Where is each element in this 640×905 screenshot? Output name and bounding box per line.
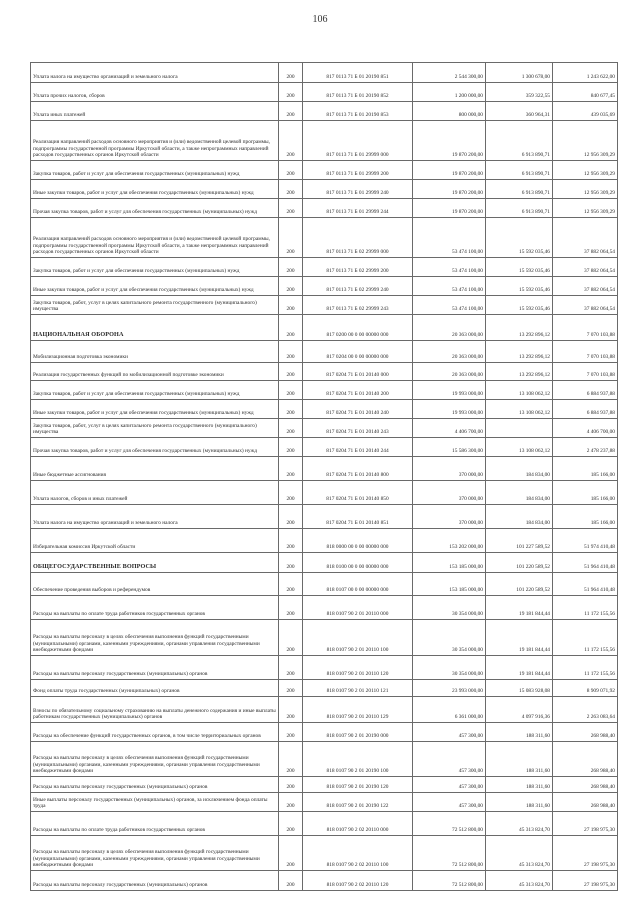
table-row — [31, 102, 618, 121]
row-code-cell: 200 — [279, 400, 303, 419]
row-executed-amount-cell: 19 181 844,44 — [486, 620, 553, 656]
row-unexecuted-amount-cell: 268 988,40 — [553, 742, 618, 777]
table-row — [31, 553, 618, 573]
row-classification-cell: 818 0107 00 0 00 00000 000 — [303, 573, 413, 596]
row-name-cell: Закупка товаров, работ и услуг для обеспечения государственных (муниципальных) нужд — [31, 381, 279, 400]
row-unexecuted-amount-cell: 185 166,00 — [553, 457, 618, 481]
row-approved-amount-cell: 53 474 100,00 — [413, 296, 486, 315]
row-code-cell: 200 — [279, 553, 303, 573]
row-classification-cell: 817 0113 71 Б 02 29999 243 — [303, 296, 413, 315]
row-approved-amount-cell: 19 993 000,00 — [413, 381, 486, 400]
row-name-cell: Расходы на выплаты по оплате труда работников государственных органов — [31, 812, 279, 836]
row-executed-amount-cell: 15 592 035,46 — [486, 296, 553, 315]
row-code-cell: 200 — [279, 180, 303, 199]
row-classification-cell: 817 0204 71 Б 01 20140 800 — [303, 457, 413, 481]
row-executed-amount-cell: 4 097 916,36 — [486, 697, 553, 723]
row-executed-amount-cell: 101 220 589,52 — [486, 573, 553, 596]
row-approved-amount-cell: 370 000,00 — [413, 457, 486, 481]
row-unexecuted-amount-cell: 4 406 700,00 — [553, 419, 618, 438]
row-executed-amount-cell: 188 311,60 — [486, 742, 553, 777]
row-name-cell: Иные закупки товаров, работ и услуг для обеспечения государственных (муниципальных) нужд — [31, 277, 279, 296]
row-unexecuted-amount-cell: 8 909 071,92 — [553, 680, 618, 697]
row-name-cell: Уплата прочих налогов, сборов — [31, 83, 279, 102]
row-code-cell: 200 — [279, 656, 303, 680]
row-approved-amount-cell: 153 202 000,00 — [413, 529, 486, 553]
row-name-cell: Закупка товаров, работ, услуг в целях капитального ремонта государственного (муниципального) имущества — [31, 296, 279, 315]
row-unexecuted-amount-cell: 439 035,69 — [553, 102, 618, 121]
table-row — [31, 218, 618, 258]
row-classification-cell: 817 0204 71 Б 01 20140 850 — [303, 481, 413, 505]
row-classification-cell: 818 0107 90 2 01 20110 100 — [303, 620, 413, 656]
row-code-cell: 200 — [279, 871, 303, 891]
row-classification-cell: 817 0200 00 0 00 00000 000 — [303, 315, 413, 341]
row-name-cell: Уплата налога на имущество организаций и земельного налога — [31, 63, 279, 83]
row-code-cell: 200 — [279, 481, 303, 505]
row-executed-amount-cell: 13 108 062,12 — [486, 400, 553, 419]
row-approved-amount-cell: 6 361 000,00 — [413, 697, 486, 723]
row-approved-amount-cell: 20 363 000,00 — [413, 315, 486, 341]
table-row — [31, 438, 618, 457]
table-row — [31, 121, 618, 161]
table-row — [31, 505, 618, 529]
row-approved-amount-cell: 20 363 000,00 — [413, 363, 486, 381]
row-code-cell: 200 — [279, 596, 303, 620]
row-name-cell: Закупка товаров, работ и услуг для обеспечения государственных (муниципальных) нужд — [31, 258, 279, 277]
row-unexecuted-amount-cell: 6 884 937,88 — [553, 381, 618, 400]
row-code-cell: 200 — [279, 121, 303, 161]
row-executed-amount-cell: 45 313 824,70 — [486, 836, 553, 871]
row-code-cell: 200 — [279, 63, 303, 83]
row-name-cell: Расходы на выплаты персоналу государственных (муниципальных) органов — [31, 871, 279, 891]
row-unexecuted-amount-cell: 2 263 083,64 — [553, 697, 618, 723]
table-row — [31, 723, 618, 742]
row-classification-cell: 817 0113 71 Б 02 29999 200 — [303, 258, 413, 277]
table-row — [31, 697, 618, 723]
row-classification-cell: 818 0107 90 2 01 20190 122 — [303, 793, 413, 812]
table-row — [31, 83, 618, 102]
row-executed-amount-cell: 184 834,00 — [486, 481, 553, 505]
table-row — [31, 529, 618, 553]
row-executed-amount-cell: 6 913 890,71 — [486, 161, 553, 180]
row-unexecuted-amount-cell: 7 070 103,88 — [553, 315, 618, 341]
row-classification-cell: 817 0113 71 Б 01 20190 851 — [303, 63, 413, 83]
budget-table-body — [31, 63, 618, 891]
row-approved-amount-cell: 457 300,00 — [413, 723, 486, 742]
row-classification-cell: 817 0113 71 Б 01 29999 244 — [303, 199, 413, 218]
row-approved-amount-cell: 30 354 000,00 — [413, 596, 486, 620]
row-classification-cell: 817 0113 71 Б 01 20190 853 — [303, 102, 413, 121]
row-executed-amount-cell: 13 292 896,12 — [486, 363, 553, 381]
row-unexecuted-amount-cell: 12 956 309,29 — [553, 161, 618, 180]
row-approved-amount-cell: 72 512 800,00 — [413, 836, 486, 871]
table-row — [31, 180, 618, 199]
row-name-cell: Избирательная комиссия Иркутской области — [31, 529, 279, 553]
row-code-cell: 200 — [279, 419, 303, 438]
row-unexecuted-amount-cell: 12 956 309,29 — [553, 121, 618, 161]
row-code-cell: 200 — [279, 836, 303, 871]
row-approved-amount-cell: 19 870 200,00 — [413, 161, 486, 180]
row-code-cell: 200 — [279, 742, 303, 777]
row-executed-amount-cell: 19 181 844,44 — [486, 656, 553, 680]
row-code-cell: 200 — [279, 438, 303, 457]
row-classification-cell: 818 0107 90 2 01 20190 000 — [303, 723, 413, 742]
table-row — [31, 620, 618, 656]
table-row — [31, 680, 618, 697]
row-unexecuted-amount-cell: 37 882 064,54 — [553, 277, 618, 296]
row-approved-amount-cell: 19 870 200,00 — [413, 180, 486, 199]
row-executed-amount-cell: 188 311,60 — [486, 777, 553, 793]
table-row — [31, 457, 618, 481]
row-code-cell: 200 — [279, 315, 303, 341]
row-code-cell: 200 — [279, 296, 303, 315]
row-name-cell: Реализация направлений расходов основного мероприятия и (или) ведомственной целевой программы, подпрограммы государственной программы Иркутской области, а также непрограммных направлений расходов государственных органов Иркутской области — [31, 121, 279, 161]
row-unexecuted-amount-cell: 11 172 155,56 — [553, 596, 618, 620]
row-classification-cell: 818 0100 00 0 00 00000 000 — [303, 553, 413, 573]
row-classification-cell: 817 0204 71 Б 01 20140 000 — [303, 363, 413, 381]
row-unexecuted-amount-cell: 27 198 975,30 — [553, 812, 618, 836]
table-row — [31, 161, 618, 180]
row-name-cell: Мобилизационная подготовка экономики — [31, 341, 279, 363]
row-classification-cell: 817 0113 71 Б 02 29999 000 — [303, 218, 413, 258]
row-executed-amount-cell: 15 083 928,08 — [486, 680, 553, 697]
row-code-cell: 200 — [279, 505, 303, 529]
page-number: 106 — [312, 14, 328, 25]
table-row — [31, 836, 618, 871]
row-executed-amount-cell: 6 913 890,71 — [486, 199, 553, 218]
row-approved-amount-cell: 53 474 100,00 — [413, 277, 486, 296]
row-code-cell: 200 — [279, 620, 303, 656]
row-executed-amount-cell: 13 108 062,12 — [486, 381, 553, 400]
row-code-cell: 200 — [279, 697, 303, 723]
row-name-cell: Прочая закупка товаров, работ и услуг для обеспечения государственных (муниципальных) нужд — [31, 199, 279, 218]
row-executed-amount-cell — [486, 419, 553, 438]
row-approved-amount-cell: 72 512 800,00 — [413, 812, 486, 836]
row-name-cell: Расходы на выплаты персоналу в целях обеспечения выполнения функций государственными (муниципальными) органами, казенными учреждениями, органами управления государственными внебюджетными фондами — [31, 836, 279, 871]
row-unexecuted-amount-cell: 37 882 064,54 — [553, 296, 618, 315]
row-executed-amount-cell: 13 292 896,12 — [486, 315, 553, 341]
table-row — [31, 315, 618, 341]
row-code-cell: 200 — [279, 341, 303, 363]
row-executed-amount-cell: 188 311,60 — [486, 723, 553, 742]
row-code-cell: 200 — [279, 723, 303, 742]
row-code-cell: 200 — [279, 83, 303, 102]
table-row — [31, 793, 618, 812]
row-classification-cell: 818 0107 90 2 01 20110 121 — [303, 680, 413, 697]
row-classification-cell: 817 0113 71 Б 01 29999 000 — [303, 121, 413, 161]
table-row — [31, 656, 618, 680]
row-name-cell: Иные закупки товаров, работ и услуг для обеспечения государственных (муниципальных) нужд — [31, 400, 279, 419]
row-unexecuted-amount-cell: 268 988,40 — [553, 793, 618, 812]
row-name-cell: Фонд оплаты труда государственных (муниципальных) органов — [31, 680, 279, 697]
row-approved-amount-cell: 800 000,00 — [413, 102, 486, 121]
row-executed-amount-cell: 15 592 035,46 — [486, 218, 553, 258]
row-executed-amount-cell: 13 108 062,12 — [486, 438, 553, 457]
row-approved-amount-cell: 53 474 100,00 — [413, 218, 486, 258]
row-classification-cell: 817 0204 71 Б 01 20140 244 — [303, 438, 413, 457]
row-unexecuted-amount-cell: 1 243 622,00 — [553, 63, 618, 83]
row-approved-amount-cell: 19 870 200,00 — [413, 199, 486, 218]
row-executed-amount-cell: 45 313 824,70 — [486, 812, 553, 836]
row-code-cell: 200 — [279, 161, 303, 180]
row-code-cell: 200 — [279, 457, 303, 481]
row-executed-amount-cell: 45 313 824,70 — [486, 871, 553, 891]
row-executed-amount-cell: 188 311,60 — [486, 793, 553, 812]
row-code-cell: 200 — [279, 258, 303, 277]
row-code-cell: 200 — [279, 218, 303, 258]
row-name-cell: Реализация государственных функций по мобилизационной подготовке экономики — [31, 363, 279, 381]
row-unexecuted-amount-cell: 51 964 410,48 — [553, 573, 618, 596]
row-approved-amount-cell: 457 300,00 — [413, 742, 486, 777]
row-code-cell: 200 — [279, 573, 303, 596]
table-row — [31, 296, 618, 315]
row-name-cell: НАЦИОНАЛЬНАЯ ОБОРОНА — [31, 315, 279, 341]
row-approved-amount-cell: 30 354 000,00 — [413, 620, 486, 656]
row-name-cell: Уплата налогов, сборов и иных платежей — [31, 481, 279, 505]
table-row — [31, 400, 618, 419]
table-row — [31, 199, 618, 218]
row-name-cell: ОБЩЕГОСУДАРСТВЕННЫЕ ВОПРОСЫ — [31, 553, 279, 573]
row-unexecuted-amount-cell: 11 172 155,56 — [553, 620, 618, 656]
row-code-cell: 200 — [279, 363, 303, 381]
row-classification-cell: 817 0113 71 Б 01 29999 240 — [303, 180, 413, 199]
row-approved-amount-cell: 23 993 000,00 — [413, 680, 486, 697]
row-executed-amount-cell: 359 322,55 — [486, 83, 553, 102]
row-executed-amount-cell: 13 292 896,12 — [486, 341, 553, 363]
row-unexecuted-amount-cell: 51 964 410,48 — [553, 553, 618, 573]
table-row — [31, 341, 618, 363]
row-name-cell: Прочая закупка товаров, работ и услуг для обеспечения государственных (муниципальных) нужд — [31, 438, 279, 457]
table-row — [31, 363, 618, 381]
row-classification-cell: 818 0107 90 2 01 20110 000 — [303, 596, 413, 620]
row-approved-amount-cell: 53 474 100,00 — [413, 258, 486, 277]
table-row — [31, 596, 618, 620]
row-unexecuted-amount-cell: 27 198 975,30 — [553, 836, 618, 871]
row-code-cell: 200 — [279, 777, 303, 793]
row-unexecuted-amount-cell: 51 974 410,48 — [553, 529, 618, 553]
row-name-cell: Закупка товаров, работ, услуг в целях капитального ремонта государственного (муниципального) имущества — [31, 419, 279, 438]
row-classification-cell: 817 0204 00 0 00 00000 000 — [303, 341, 413, 363]
row-name-cell: Иные бюджетные ассигнования — [31, 457, 279, 481]
budget-table — [30, 62, 618, 891]
table-row — [31, 481, 618, 505]
row-unexecuted-amount-cell: 840 677,45 — [553, 83, 618, 102]
row-approved-amount-cell: 19 993 000,00 — [413, 400, 486, 419]
row-name-cell: Обеспечение проведения выборов и референдумов — [31, 573, 279, 596]
row-executed-amount-cell: 15 592 035,46 — [486, 277, 553, 296]
row-unexecuted-amount-cell: 7 070 103,88 — [553, 363, 618, 381]
row-unexecuted-amount-cell: 2 478 237,88 — [553, 438, 618, 457]
row-name-cell: Расходы на обеспечение функций государственных органов, в том числе территориальных органов — [31, 723, 279, 742]
row-name-cell: Расходы на выплаты персоналу государственных (муниципальных) органов — [31, 656, 279, 680]
row-code-cell: 200 — [279, 277, 303, 296]
row-classification-cell: 817 0204 71 Б 01 20140 240 — [303, 400, 413, 419]
row-executed-amount-cell: 360 964,31 — [486, 102, 553, 121]
row-classification-cell: 818 0107 90 2 02 20110 100 — [303, 836, 413, 871]
row-unexecuted-amount-cell: 6 884 937,88 — [553, 400, 618, 419]
row-approved-amount-cell: 153 185 000,00 — [413, 573, 486, 596]
row-classification-cell: 818 0107 90 2 02 20110 120 — [303, 871, 413, 891]
row-approved-amount-cell: 15 586 300,00 — [413, 438, 486, 457]
row-executed-amount-cell: 6 913 890,71 — [486, 180, 553, 199]
row-name-cell: Расходы на выплаты персоналу государственных (муниципальных) органов — [31, 777, 279, 793]
row-approved-amount-cell: 370 000,00 — [413, 505, 486, 529]
row-approved-amount-cell: 457 300,00 — [413, 777, 486, 793]
row-classification-cell: 817 0113 71 Б 01 29999 200 — [303, 161, 413, 180]
table-row — [31, 258, 618, 277]
row-approved-amount-cell: 72 512 800,00 — [413, 871, 486, 891]
row-executed-amount-cell: 184 834,00 — [486, 505, 553, 529]
row-classification-cell: 818 0107 90 2 01 20110 120 — [303, 656, 413, 680]
row-classification-cell: 818 0000 00 0 00 00000 000 — [303, 529, 413, 553]
row-approved-amount-cell: 2 544 300,00 — [413, 63, 486, 83]
row-approved-amount-cell: 153 185 000,00 — [413, 553, 486, 573]
table-row — [31, 381, 618, 400]
row-name-cell: Расходы на выплаты персоналу в целях обеспечения выполнения функций государственными (муниципальными) органами, казенными учреждениями, органами управления государственными внебюджетными фондами — [31, 620, 279, 656]
row-unexecuted-amount-cell: 185 166,00 — [553, 505, 618, 529]
row-code-cell: 200 — [279, 793, 303, 812]
table-row — [31, 63, 618, 83]
row-unexecuted-amount-cell: 185 166,00 — [553, 481, 618, 505]
row-executed-amount-cell: 101 220 589,52 — [486, 553, 553, 573]
row-executed-amount-cell: 6 913 890,71 — [486, 121, 553, 161]
table-row — [31, 419, 618, 438]
row-approved-amount-cell: 4 406 700,00 — [413, 419, 486, 438]
row-classification-cell: 817 0204 71 Б 01 20140 200 — [303, 381, 413, 400]
row-classification-cell: 818 0107 90 2 01 20190 100 — [303, 742, 413, 777]
row-name-cell: Взносы по обязательному социальному страхованию на выплаты денежного содержания и иные выплаты работникам государственных (муниципальных) органов — [31, 697, 279, 723]
row-approved-amount-cell: 19 870 200,00 — [413, 121, 486, 161]
row-name-cell: Уплата иных платежей — [31, 102, 279, 121]
row-name-cell: Уплата налога на имущество организаций и земельного налога — [31, 505, 279, 529]
row-classification-cell: 818 0107 90 2 02 20110 000 — [303, 812, 413, 836]
row-classification-cell: 818 0107 90 2 01 20190 120 — [303, 777, 413, 793]
row-unexecuted-amount-cell: 27 198 975,30 — [553, 871, 618, 891]
row-executed-amount-cell: 15 592 035,46 — [486, 258, 553, 277]
row-unexecuted-amount-cell: 12 956 309,29 — [553, 199, 618, 218]
row-code-cell: 200 — [279, 199, 303, 218]
row-code-cell: 200 — [279, 680, 303, 697]
row-approved-amount-cell: 1 200 000,00 — [413, 83, 486, 102]
row-approved-amount-cell: 457 300,00 — [413, 793, 486, 812]
row-classification-cell: 818 0107 90 2 01 20110 129 — [303, 697, 413, 723]
row-name-cell: Иные выплаты персоналу государственных (муниципальных) органов, за исключением фонда оплаты труда — [31, 793, 279, 812]
row-unexecuted-amount-cell: 7 070 103,88 — [553, 341, 618, 363]
row-name-cell: Расходы на выплаты персоналу в целях обеспечения выполнения функций государственными (муниципальными) органами, казенными учреждениями, органами управления государственными внебюджетными фондами — [31, 742, 279, 777]
row-approved-amount-cell: 20 363 000,00 — [413, 341, 486, 363]
row-executed-amount-cell: 1 300 678,00 — [486, 63, 553, 83]
table-row — [31, 573, 618, 596]
table-row — [31, 742, 618, 777]
row-code-cell: 200 — [279, 812, 303, 836]
row-code-cell: 200 — [279, 381, 303, 400]
row-unexecuted-amount-cell: 268 988,40 — [553, 723, 618, 742]
row-executed-amount-cell: 19 181 844,44 — [486, 596, 553, 620]
row-approved-amount-cell: 30 354 000,00 — [413, 656, 486, 680]
row-unexecuted-amount-cell: 12 956 309,29 — [553, 180, 618, 199]
row-classification-cell: 817 0204 71 Б 01 20140 851 — [303, 505, 413, 529]
row-classification-cell: 817 0113 71 Б 01 20190 852 — [303, 83, 413, 102]
row-name-cell: Расходы на выплаты по оплате труда работников государственных органов — [31, 596, 279, 620]
row-name-cell: Закупка товаров, работ и услуг для обеспечения государственных (муниципальных) нужд — [31, 161, 279, 180]
row-unexecuted-amount-cell: 268 988,40 — [553, 777, 618, 793]
table-row — [31, 812, 618, 836]
row-code-cell: 200 — [279, 102, 303, 121]
table-row — [31, 277, 618, 296]
row-classification-cell: 817 0113 71 Б 02 29999 240 — [303, 277, 413, 296]
table-row — [31, 777, 618, 793]
row-classification-cell: 817 0204 71 Б 01 20140 243 — [303, 419, 413, 438]
row-name-cell: Иные закупки товаров, работ и услуг для обеспечения государственных (муниципальных) нужд — [31, 180, 279, 199]
row-unexecuted-amount-cell: 37 882 064,54 — [553, 258, 618, 277]
row-executed-amount-cell: 184 834,00 — [486, 457, 553, 481]
row-code-cell: 200 — [279, 529, 303, 553]
row-unexecuted-amount-cell: 37 882 064,54 — [553, 218, 618, 258]
table-row — [31, 871, 618, 891]
row-name-cell: Реализация направлений расходов основного мероприятия и (или) ведомственной целевой программы, подпрограммы государственной программы Иркутской области, а также непрограммных направлений расходов государственных органов Иркутской области — [31, 218, 279, 258]
row-approved-amount-cell: 370 000,00 — [413, 481, 486, 505]
row-unexecuted-amount-cell: 11 172 155,56 — [553, 656, 618, 680]
row-executed-amount-cell: 101 227 589,52 — [486, 529, 553, 553]
